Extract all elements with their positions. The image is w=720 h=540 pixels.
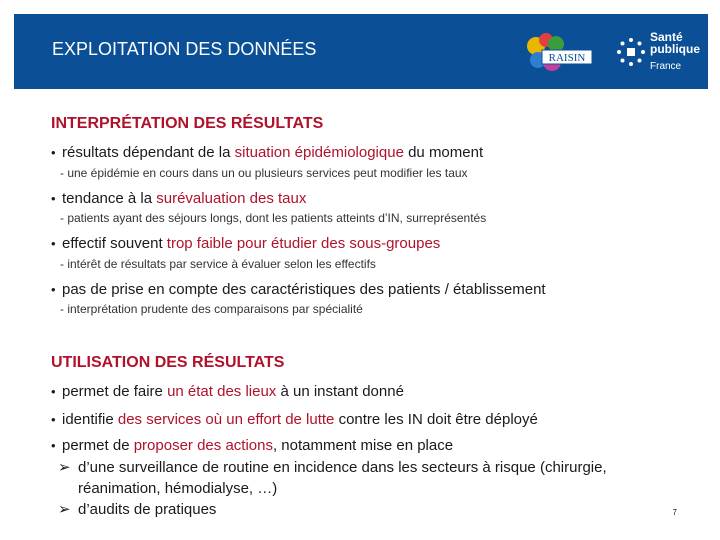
logo-panel xyxy=(502,14,708,89)
sp-logo-text: Santé publique xyxy=(650,30,700,56)
sub-item: - intérêt de résultats par service à évaluer selon les effectifs xyxy=(60,257,376,271)
bullet-item: • résultats dépendant de la situation épidémiologique du moment xyxy=(51,144,484,161)
raisin-logo-text: RAISIN xyxy=(548,52,586,64)
header-bar xyxy=(14,14,708,89)
bullet-item: • permet de faire un état des lieux à un instant donné xyxy=(51,383,404,400)
sante-publique-icon xyxy=(616,37,646,67)
sub-item: - interprétation prudente des comparaisons par spécialité xyxy=(60,302,363,316)
bullet-item: • permet de proposer des actions, notamment mise en place xyxy=(51,437,454,454)
bullet-item: • pas de prise en compte des caractéristiques des patients / établissement xyxy=(51,281,546,298)
bullet-icon: • xyxy=(51,236,56,251)
raisin-logo xyxy=(524,32,594,74)
arrow-item-continued: réanimation, hémodialyse, …) xyxy=(78,480,278,497)
arrow-item: d’audits de pratiques xyxy=(78,501,217,518)
arrow-bullet-icon: ➢ xyxy=(58,501,71,518)
bullet-icon: • xyxy=(51,191,56,206)
bullet-item: • effectif souvent trop faible pour étudier des sous-groupes xyxy=(51,235,441,252)
page-number: 7 xyxy=(672,508,677,517)
sp-logo-subtext: France xyxy=(650,61,682,72)
bullet-icon: • xyxy=(51,282,56,297)
bullet-icon: • xyxy=(51,438,56,453)
bullet-icon: • xyxy=(51,145,56,160)
bullet-item: • tendance à la surévaluation des taux xyxy=(51,190,307,207)
bullet-item: • identifie des services où un effort de lutte contre les IN doit être déployé xyxy=(51,411,538,428)
sante-publique-logo xyxy=(616,31,706,75)
bullet-icon: • xyxy=(51,412,56,427)
sub-item: - une épidémie en cours dans un ou plusieurs services peut modifier les taux xyxy=(60,166,468,180)
arrow-bullet-icon: ➢ xyxy=(58,459,71,476)
arrow-item: d’une surveillance de routine en incidence dans les secteurs à risque (chirurgie, xyxy=(78,459,607,476)
section-title-interpretation: INTERPRÉTATION DES RÉSULTATS xyxy=(51,115,324,132)
bullet-icon: • xyxy=(51,384,56,399)
section-title-utilisation: UTILISATION DES RÉSULTATS xyxy=(51,354,285,371)
sub-item: - patients ayant des séjours longs, dont les patients atteints d’IN, surreprésentés xyxy=(60,211,487,225)
slide-title: EXPLOITATION DES DONNÉES xyxy=(52,39,317,59)
